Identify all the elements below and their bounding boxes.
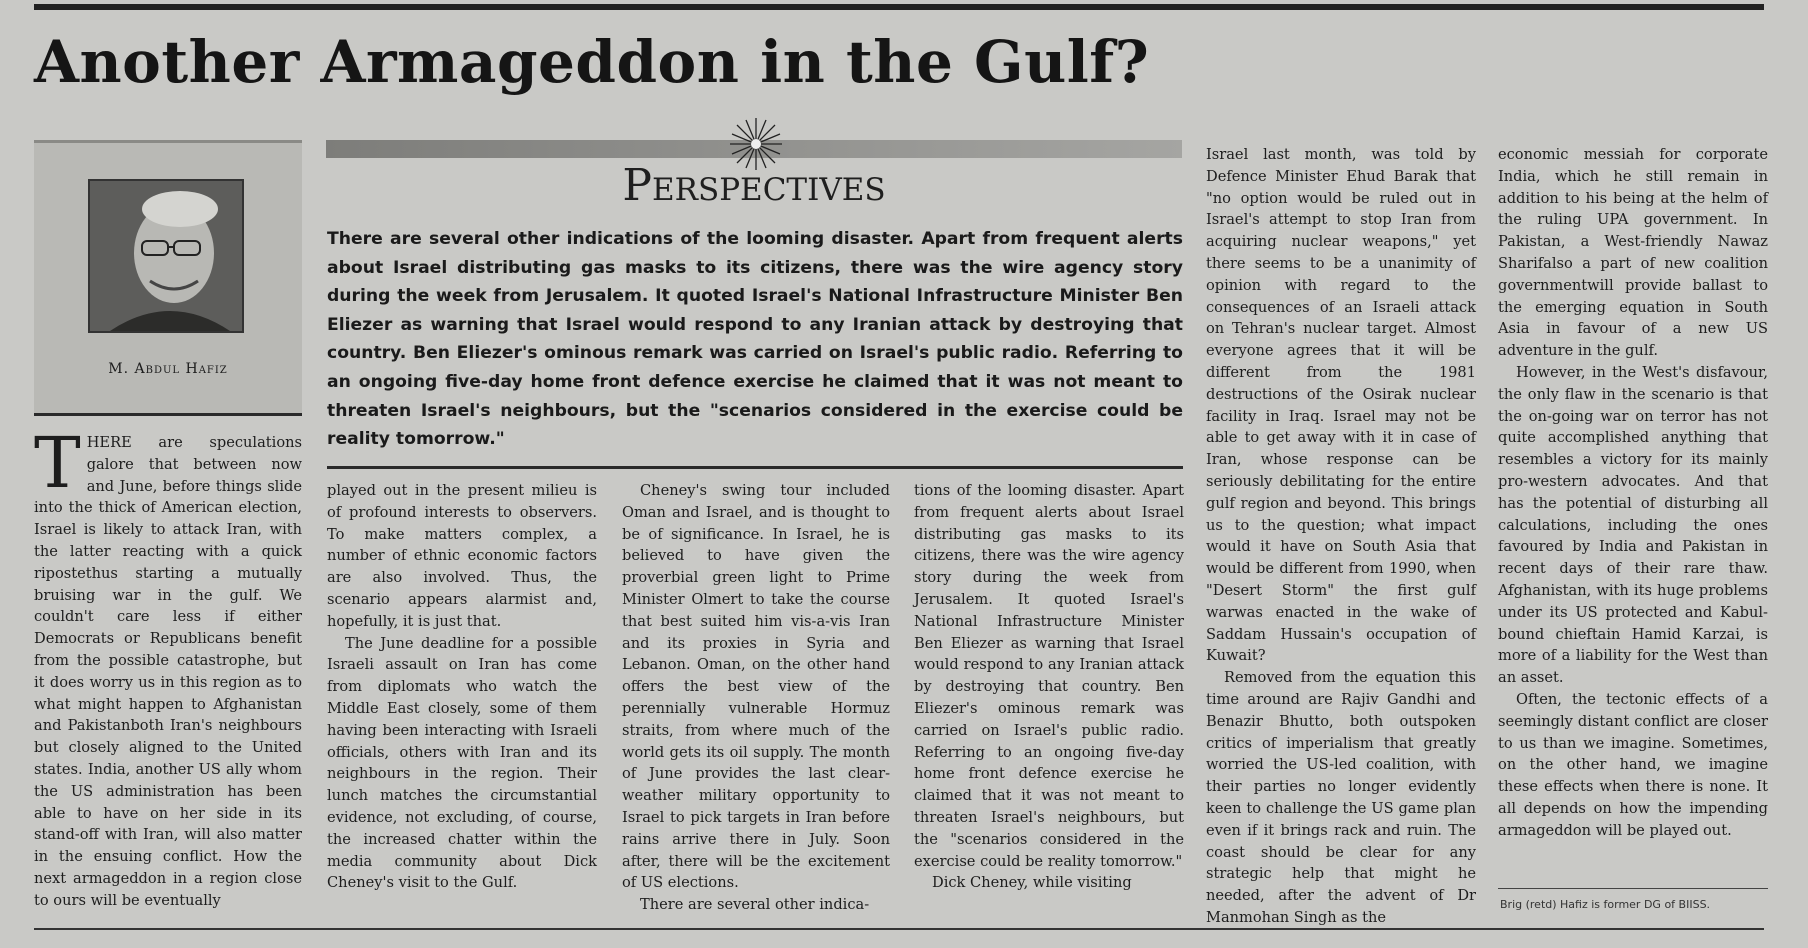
- article-paragraph: Cheney's swing tour included Oman and Israel, and is thought to be of significance. In Israel, he is believed to have given the proverbial green light to Prime Minister Olmert to take the course that best suited him vis-a-vis Iran and its proxies in Syria and Lebanon. Oman, on the other hand offers the best view of the perennially vulnerable Hormuz straits, from where much of the world gets its oil supply. The month of June provides the last clear-weather military opportunity to Israel to pick targets in Iran before rains arrive there in July. Soon after, there will be the excitement of US elections.: [622, 482, 890, 892]
- credit-rule: [1498, 888, 1768, 889]
- article-paragraph: However, in the West's disfavour, the only flaw in the scenario is that the on-going war on terror has not quite accomplished anything that resembles a victory for its mainly pro-western advocates. And that has the potential of disturbing all calculations, including the ones favoured by India and Pakistan in recent days of their rare thaw. Afghanistan, with its huge problems under its US protected and Kabul-bound chieftain Hamid Karzai, is more of a liability for the West than an asset.: [1498, 363, 1768, 687]
- bleed-through-shadow: [1090, 20, 1290, 90]
- author-photo: [88, 179, 244, 333]
- drop-cap: T: [34, 422, 81, 504]
- author-credit: Brig (retd) Hafiz is former DG of BIISS.: [1500, 898, 1711, 911]
- pull-quote-rule: [327, 466, 1183, 469]
- article-column-3: [622, 480, 890, 916]
- author-portrait-icon: [90, 181, 242, 331]
- author-rule: [34, 413, 302, 416]
- article-column-1: [34, 422, 302, 912]
- headline: Another Armageddon in the Gulf?: [34, 28, 1150, 96]
- article-column-6: [1498, 144, 1768, 842]
- article-paragraph: Removed from the equation this time around are Rajiv Gandhi and Benazir Bhutto, both outspoken critics of imperialism that greatly worried the US-led coalition, with their parties no longer evidently keen to challenge the US game plan even if it brings rack and ruin. The coast should be clear for any strategic help that might he needed, after the advent of Dr Manmohan Singh as the: [1206, 669, 1476, 926]
- article-paragraph: HERE are speculations galore that between now and June, before things slide into the thick of American election, Israel is likely to attack Iran, with the latter reacting with a quick ripostethus starting a mutually bruising war in the gulf. We couldn't care less if either Democrats or Republicans benefit from the possible catastrophe, but it does worry us in this region as to what might happen to Afghanistan and Pakistanboth Iran's neighbours but closely aligned to the United states. India, another US ally whom the US administration has been able to have on her side in its stand-off with Iran, will also matter in the ensuing conflict. How the next armageddon in a region close to ours will be eventually: [34, 434, 302, 909]
- article-paragraph: Often, the tectonic effects of a seemingly distant conflict are closer to us than we imagine. Sometimes, on the other hand, we imagine these effects when there is none. It all depends on how the impending armageddon will be played out.: [1498, 690, 1768, 839]
- article-paragraph: played out in the present milieu is of profound interests to observers. To make matters complex, a number of ethnic economic factors are also involved. Thus, the scenario appears alarmist and, hopefully, it is just that.: [327, 482, 597, 630]
- article-column-5: [1206, 144, 1476, 929]
- article-paragraph: Israel last month, was told by Defence Minister Ehud Barak that "no option would be ruled out in Israel's attempt to stop Iran from acquiring nuclear weapons," yet there seems to be a unanimity of opinion with regard to the consequences of an Israeli attack on Tehran's nuclear target. Almost everyone agrees that it will be different from the 1981 destructions of the Osirak nuclear facility in Iraq. Israel may not be able to get away with it in case of Iran, whose response can be seriously debilitating for the entire gulf region and beyond. This brings us to the question; what impact would it have on South Asia that would be different from 1990, when "Desert Storm" the first gulf warwas enacted in the wake of Saddam Hussain's occupation of Kuwait?: [1206, 146, 1476, 665]
- article-paragraph: Dick Cheney, while visiting: [932, 874, 1132, 892]
- article-column-4: [914, 480, 1184, 894]
- author-box: [34, 140, 302, 413]
- article-paragraph: economic messiah for corporate India, which he still remain in addition to his being at the helm of the ruling UPA government. In Pakistan, a West-friendly Nawaz Sharifalso a part of new coalition governmentwill provide ballast to the emerging equation in South Asia in favour of a new US adventure in the gulf.: [1498, 146, 1768, 360]
- author-name: M. Abdul Hafiz: [108, 361, 228, 377]
- article-column-2: [327, 480, 597, 894]
- pull-quote: There are several other indications of the looming disaster. Apart from frequent alerts about Israel distributing gas masks to its citizens, there was the wire agency story during the week from Jerusalem. It quoted Israel's National Infrastructure Minister Ben Eliezer as warning that Israel would respond to any Iranian attack by destroying that country. Ben Eliezer's ominous remark was carried on Israel's public radio. Referring to an ongoing five-day home front defence exercise he claimed that it was not meant to threaten Israel's neighbours, but the "scenarios considered in the exercise could be reality tomorrow.": [327, 229, 1183, 450]
- top-rule: [34, 4, 1764, 10]
- section-title: Perspectives: [622, 160, 886, 211]
- article-paragraph: tions of the looming disaster. Apart from frequent alerts about Israel distributing gas masks to its citizens, there was the wire agency story during the week from Jerusalem. It quoted Israel's National Infrastructure Minister Ben Eliezer as warning that Israel would respond to any Iranian attack by destroying that country. Ben Eliezer's ominous remark was carried on Israel's public radio. Referring to an ongoing five-day home front defence exercise he claimed that it was not meant to threaten Israel's neighbours, but the "scenarios considered in the exercise could be reality tomorrow.": [914, 482, 1184, 870]
- bottom-rule: [34, 928, 1764, 930]
- article-paragraph: The June deadline for a possible Israeli assault on Iran has come from diplomats who watch the Middle East closely, some of them having been interacting with Israeli officials, others with Iran and its neighbours in the region. Their lunch matches the circumstantial evidence, not excluding, of course, the increased chatter within the media community about Dick Cheney's visit to the Gulf.: [327, 634, 597, 892]
- article-paragraph: There are several other indica-: [640, 896, 870, 914]
